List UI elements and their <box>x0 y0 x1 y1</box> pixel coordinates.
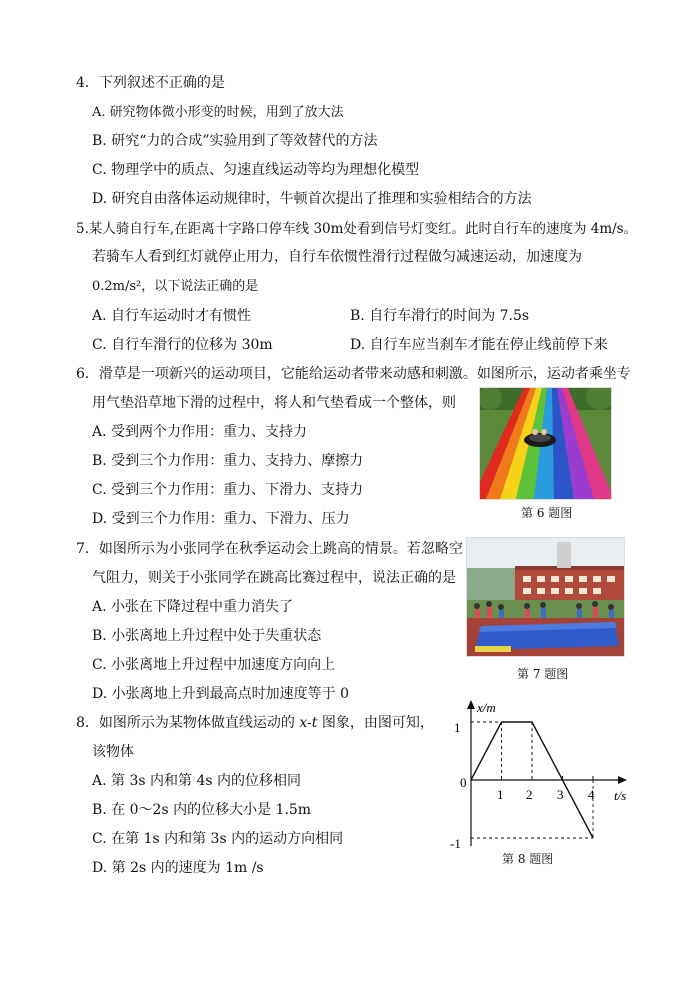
y-tick-negative: -1 <box>450 836 461 851</box>
q4-stem: 4．下列叙述不正确的是 <box>76 75 225 91</box>
q8-stem-pre: 8．如图所示为某物体做直线运动的 <box>76 715 300 731</box>
x-tick-4: 4 <box>588 787 595 802</box>
q7-figure-caption: 第 7 题图 <box>517 667 569 681</box>
y-axis-label: x/m <box>477 700 496 715</box>
q5-stem-line-3: 0.2m/s²，以下说法正确的是 <box>92 279 259 294</box>
q5-option-b: B. 自行车滑行的时间为 7.5s <box>350 308 530 324</box>
q8-option-a: A. 第 3s 内和第 4s 内的位移相同 <box>92 773 301 789</box>
q5-stem-line-1: 5.某人骑自行车,在距离十字路口停车线 30m处看到信号灯变红。此时自行车的速度为 4m/s。 <box>76 221 638 237</box>
q8-option-d: D. 第 2s 内的速度为 1m /s <box>92 860 264 876</box>
y-axis-arrow <box>467 700 475 709</box>
q6-option-a: A. 受到两个力作用：重力、支持力 <box>92 424 308 440</box>
q6-option-c: C. 受到三个力作用：重力、下滑力、支持力 <box>92 482 364 498</box>
origin-label: 0 <box>460 775 467 790</box>
q8-figure-caption: 第 8 题图 <box>502 852 554 866</box>
q8-stem-line-1 <box>76 712 434 732</box>
q6-stem-line-2: 用气垫沿草地下滑的过程中，将人和气垫看成一个整体，则 <box>92 395 456 411</box>
x-tick-3: 3 <box>557 787 564 802</box>
q7-option-d: D. 小张离地上升到最高点时加速度等于 0 <box>92 686 349 702</box>
q6-stem-line-1: 6．滑草是一项新兴的运动项目，它能给运动者带来动感和刺激。如图所示，运动者乘坐专 <box>76 366 631 382</box>
q8-stem-var: x-t <box>299 715 318 731</box>
q7-option-b: B. 小张离地上升过程中处于失重状态 <box>92 628 322 644</box>
grass-slide-photo <box>479 387 612 500</box>
high-jump-photo <box>466 537 625 657</box>
q7-stem-line-1: 7．如图所示为小张同学在秋季运动会上跳高的情景。若忽略空 <box>76 541 463 557</box>
y-tick-positive: 1 <box>454 720 461 735</box>
q4-option-b: B. 研究“力的合成”实验用到了等效替代的方法 <box>92 133 378 149</box>
q7-option-c: C. 小张离地上升过程中加速度方向向上 <box>92 657 336 673</box>
q6-option-b: B. 受到三个力作用：重力、支持力、摩擦力 <box>92 453 364 469</box>
q5-option-d: D. 自行车应当刹车才能在停止线前停下来 <box>350 337 608 353</box>
q8-option-b: B. 在 0～2s 内的位移大小是 1.5m <box>92 802 312 818</box>
q8-stem-post: 图象，由图可知， <box>317 715 434 731</box>
q5-option-c: C. 自行车滑行的位移为 30m <box>92 337 273 353</box>
x-tick-1: 1 <box>497 787 504 802</box>
q8-stem-line-2: 该物体 <box>92 744 134 760</box>
q7-stem-line-2: 气阻力，则关于小张同学在跳高比赛过程中，说法正确的是 <box>92 570 456 586</box>
q4-option-a: A. 研究物体微小形变的时候，用到了放大法 <box>92 105 344 120</box>
q5-option-a: A. 自行车运动时才有惯性 <box>92 308 252 324</box>
q4-option-c: C. 物理学中的质点、匀速直线运动等均为理想化模型 <box>92 162 420 178</box>
x-axis-label: t/s <box>614 788 627 803</box>
x-axis-arrow <box>618 776 627 784</box>
q5-stem-line-2: 若骑车人看到红灯就停止用力，自行车依惯性滑行过程做匀减速运动，加速度为 <box>92 249 582 265</box>
q7-option-a: A. 小张在下降过程中重力消失了 <box>92 599 294 615</box>
q4-option-d: D. 研究自由落体运动规律时，牛顿首次提出了推理和实验相结合的方法 <box>92 191 532 207</box>
q8-option-c: C. 在第 1s 内和第 3s 内的运动方向相同 <box>92 831 344 847</box>
x-tick-2: 2 <box>526 787 533 802</box>
q6-figure-caption: 第 6 题图 <box>521 506 573 520</box>
q6-option-d: D. 受到三个力作用：重力、下滑力、压力 <box>92 511 350 527</box>
xt-graph <box>440 696 640 856</box>
